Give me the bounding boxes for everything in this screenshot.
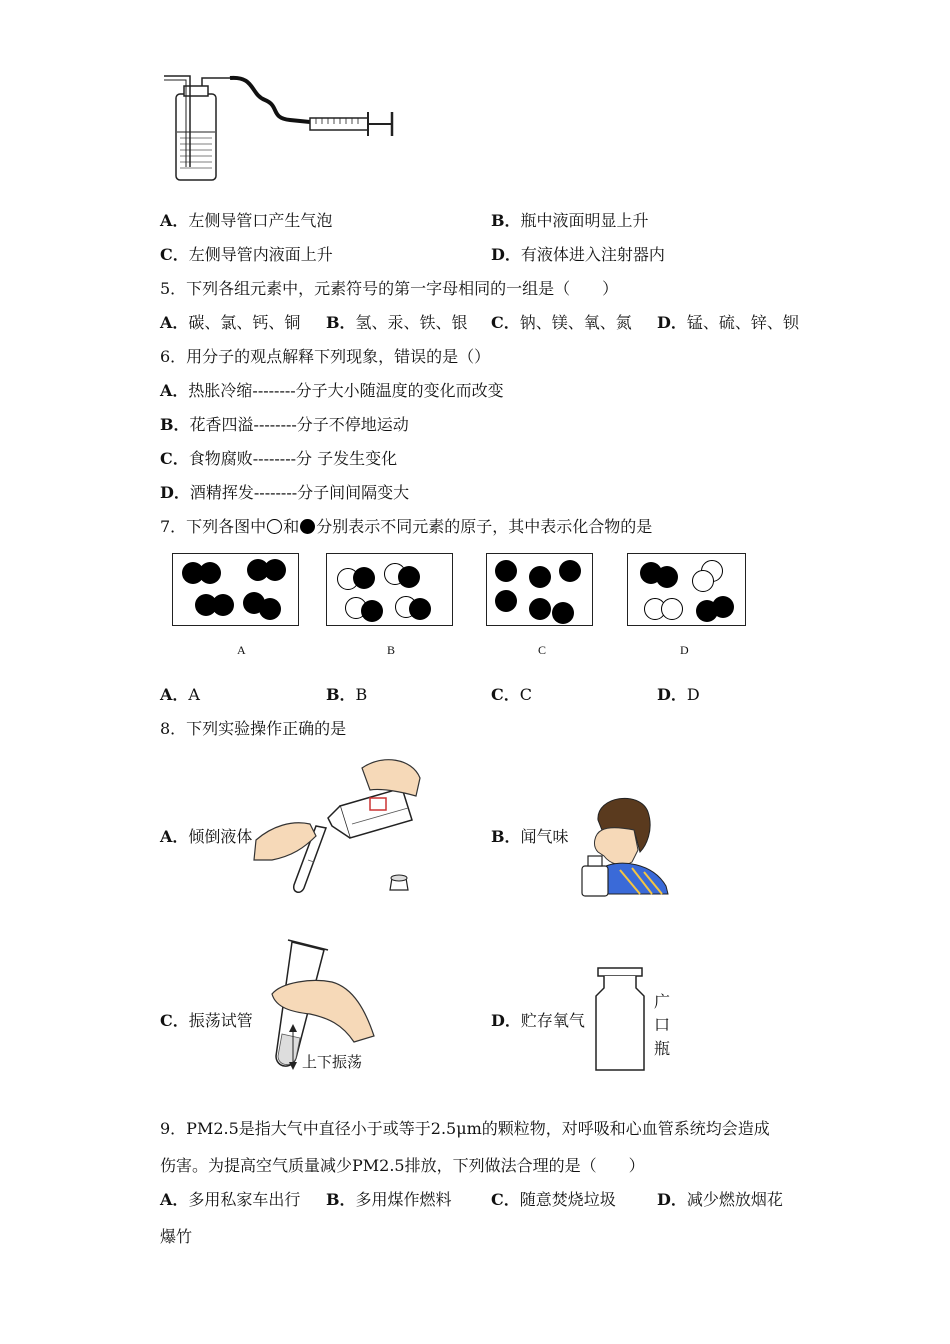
q7-option-c: C．C bbox=[491, 685, 532, 704]
q7-option-a: A．A bbox=[160, 685, 200, 704]
white-atom-icon bbox=[267, 519, 282, 534]
q9-option-d: D．减少燃放烟花 bbox=[657, 1190, 783, 1209]
q5-option-d: D．锰、硫、锌、钡 bbox=[657, 313, 799, 332]
black-atom-icon bbox=[300, 519, 315, 534]
smelling-figure bbox=[580, 790, 670, 898]
q9-option-c: C．随意焚烧垃圾 bbox=[491, 1190, 616, 1209]
q7-figure-label-d: D bbox=[680, 643, 689, 657]
q6-option-c: C．食物腐败--------分 子发生变化 bbox=[160, 449, 398, 468]
q8-option-b: B．闻气味 bbox=[491, 827, 569, 846]
q9-stem-line1: 9．PM2.5是指大气中直径小于或等于2.5μm的颗粒物，对呼吸和心血管系统均会造成 bbox=[160, 1119, 770, 1138]
q5-option-c: C．钠、镁、氧、氮 bbox=[491, 313, 632, 332]
q7-figure-label-c: C bbox=[538, 643, 547, 657]
wide-mouth-bottle-figure bbox=[592, 966, 648, 1074]
pouring-liquid-figure bbox=[252, 748, 422, 898]
gas-bottle-syringe-figure bbox=[160, 72, 405, 184]
q7-figure-b bbox=[326, 553, 453, 626]
q7-figure-c bbox=[486, 553, 593, 626]
q4-option-c: C．左侧导管内液面上升 bbox=[160, 245, 333, 264]
q6-option-d: D．酒精挥发--------分子间间隔变大 bbox=[160, 483, 410, 502]
q9-option-b: B．多用煤作燃料 bbox=[326, 1190, 452, 1209]
q9-option-a: A．多用私家车出行 bbox=[160, 1190, 301, 1209]
q9-stem-line2: 伤害。为提高空气质量减少PM2.5排放，下列做法合理的是（ ） bbox=[160, 1156, 645, 1175]
bottle-label-3: 瓶 bbox=[654, 1039, 671, 1058]
q8-option-c: C．振荡试管 bbox=[160, 1011, 253, 1030]
shake-label: 上下振荡 bbox=[302, 1053, 363, 1071]
q7-figure-label-a: A bbox=[237, 643, 246, 657]
q7-option-d: D．D bbox=[657, 685, 700, 704]
q9-option-d-wrap: 爆竹 bbox=[160, 1227, 193, 1246]
q7-figure-d bbox=[627, 553, 746, 626]
q5-stem: 5．下列各组元素中，元素符号的第一字母相同的一组是（ ） bbox=[160, 279, 619, 298]
q7-stem: 7．下列各图中 和 分别表示不同元素的原子，其中表示化合物的是 bbox=[160, 517, 653, 536]
q4-option-b: B．瓶中液面明显上升 bbox=[491, 211, 649, 230]
q7-option-b: B．B bbox=[326, 685, 368, 704]
q5-option-a: A．碳、氯、钙、铜 bbox=[160, 313, 301, 332]
q4-option-a: A．左侧导管口产生气泡 bbox=[160, 211, 333, 230]
bottle-label-2: 口 bbox=[654, 1015, 671, 1034]
q6-option-b: B．花香四溢--------分子不停地运动 bbox=[160, 415, 409, 434]
q5-option-b: B．氢、汞、铁、银 bbox=[326, 313, 468, 332]
q8-option-d: D．贮存氧气 bbox=[491, 1011, 585, 1030]
q8-option-a: A．倾倒液体 bbox=[160, 827, 253, 846]
q8-stem: 8．下列实验操作正确的是 bbox=[160, 719, 347, 738]
q7-figure-a bbox=[172, 553, 299, 626]
bottle-label-1: 广 bbox=[654, 992, 671, 1011]
q6-option-a: A．热胀冷缩--------分子大小随温度的变化而改变 bbox=[160, 381, 504, 400]
q6-stem: 6．用分子的观点解释下列现象，错误的是（） bbox=[160, 347, 491, 366]
q4-option-d: D．有液体进入注射器内 bbox=[491, 245, 665, 264]
q7-figure-label-b: B bbox=[387, 643, 396, 657]
